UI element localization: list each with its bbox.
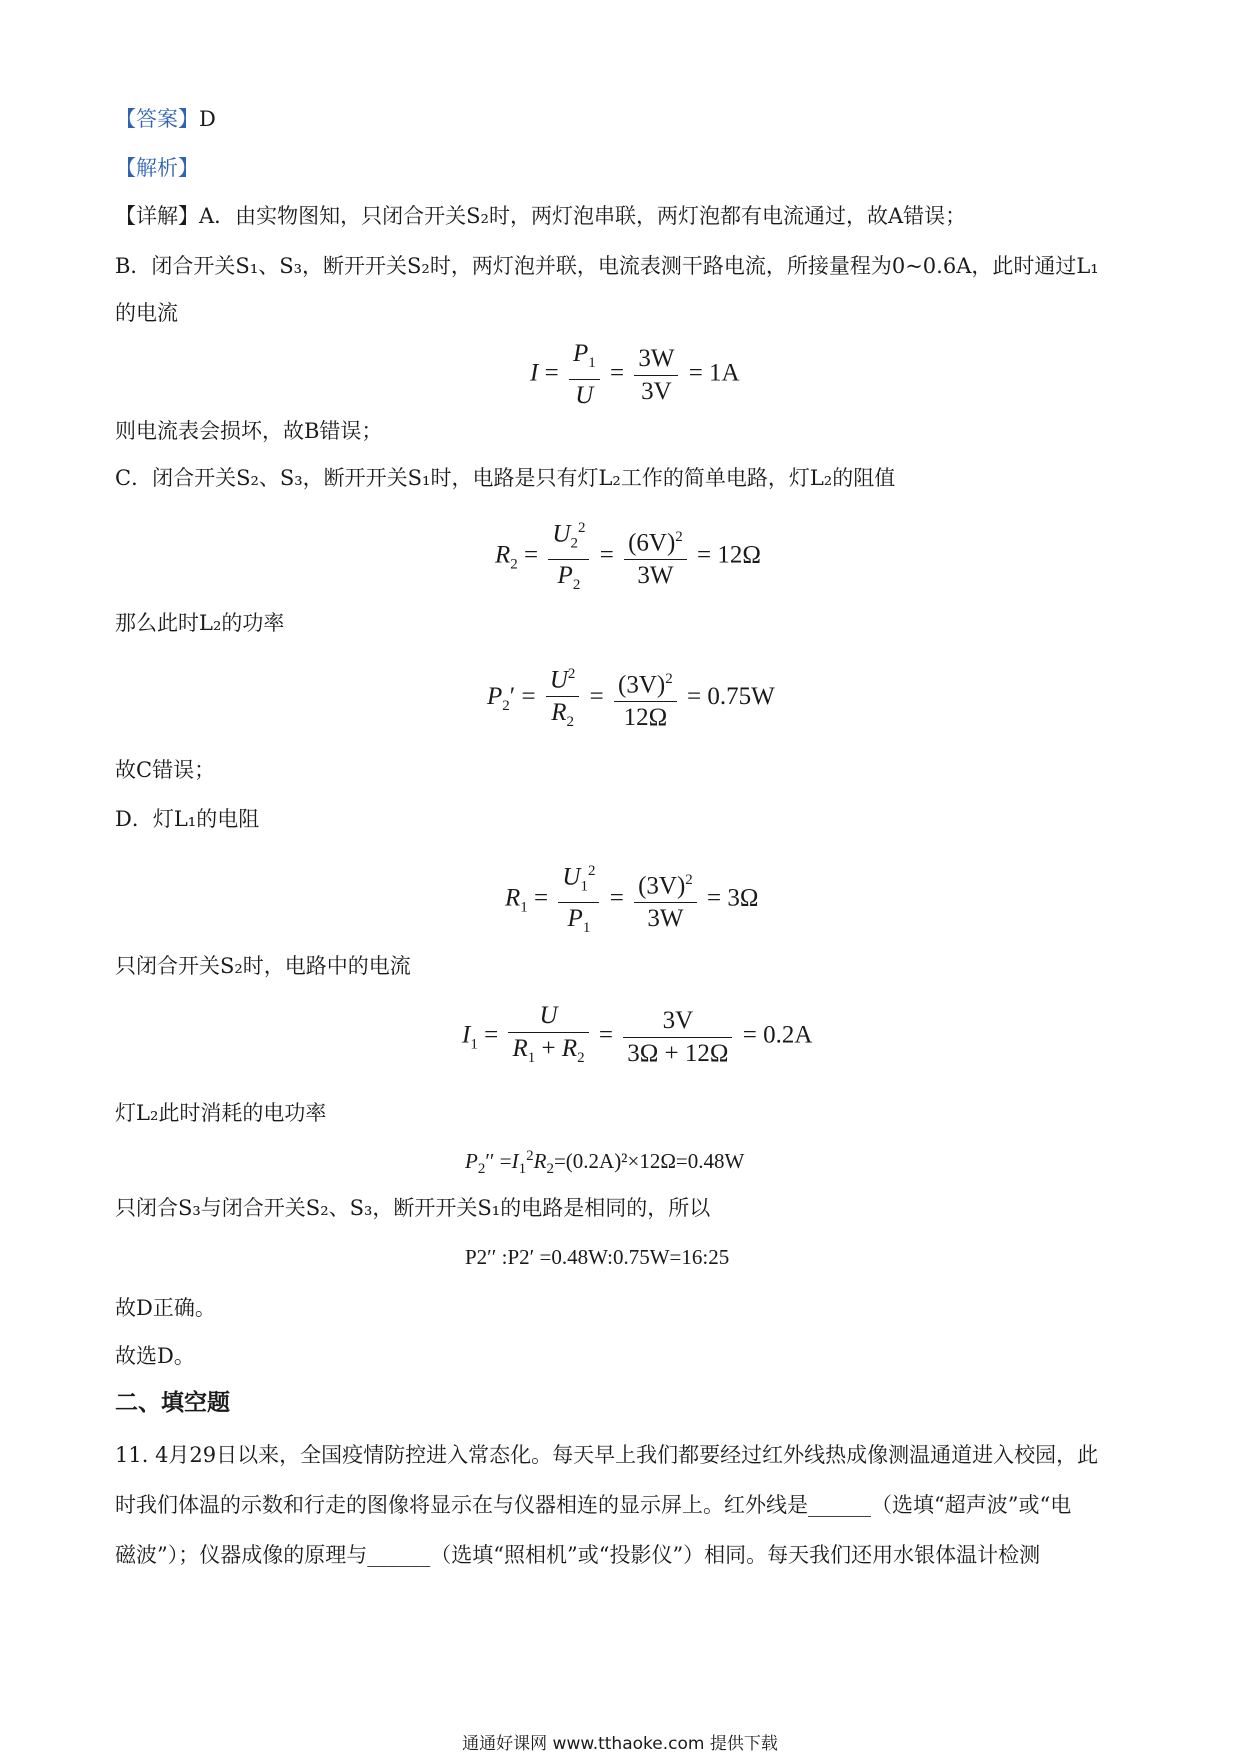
- detail-line-a: 【详解】A．由实物图知，只闭合开关S₂时，两灯泡串联，两灯泡都有电流通过，故A错误；: [115, 204, 967, 228]
- equation-power-l2: $P_2'$ = $\frac{U^2}{R_2}$ = $\frac{(3V)^2}{12\Omega}$ = 0.75W: [487, 658, 775, 738]
- equation-power-series: $P_2'' =I_1^2R_2=(0.2A)^2\times 12\Omega=0.48W$: [465, 1148, 745, 1178]
- answer-line: [115, 106, 216, 132]
- equation-resistance-l1: $R_1$ = $\frac{U_1^2}{P_1}$ = $\frac{(3V)^2}{3W}$ = 3Ω: [505, 855, 758, 944]
- eq1-denominator: 3V: [641, 377, 672, 405]
- question-line-3: 磁波”）；仪器成像的原理与______（选填“照相机”或“投影仪”）相同。每天我们还用水银体温计检测: [115, 1543, 1041, 1567]
- detail-line-c: C．闭合开关S₂、S₃，断开开关S₁时，电路是只有灯L₂工作的简单电路，灯L₂的阻值: [115, 466, 896, 490]
- detail-line-d-correct: 故D正确。: [115, 1296, 216, 1320]
- detail-line-d-current: 只闭合开关S₂时，电路中的电流: [115, 954, 411, 978]
- eq4-denominator: 3W: [647, 905, 684, 933]
- eq3-numerator: (3V): [618, 670, 666, 698]
- detail-line-b-end: 则电流表会损坏，故B错误；: [115, 419, 383, 443]
- eq4-numerator: (3V): [638, 872, 686, 900]
- question-line-2: 时我们体温的示数和行走的图像将显示在与仪器相连的显示屏上。红外线是______（选填“超声波”或“电: [115, 1493, 1072, 1517]
- detail-line-d: D．灯L₁的电阻: [115, 807, 260, 831]
- eq5-numerator: 3V: [623, 1005, 732, 1038]
- eq5-result: = 0.2A: [742, 1021, 813, 1049]
- final-choice: 故选D。: [115, 1344, 195, 1368]
- eq2-denominator: 3W: [637, 562, 674, 590]
- equation-resistance-l2: $R_2$ = $\frac{U_2^2}{P_2}$ = $\frac{(6V)^2}{3W}$ = 12Ω: [495, 512, 761, 601]
- eq1-numerator: 3W: [634, 343, 678, 376]
- analysis-tag: 【解析】: [115, 156, 199, 180]
- eq1-result: = 1A: [688, 359, 740, 387]
- detail-line-b-cont: 的电流: [115, 301, 178, 325]
- equation-current-series: $I_1$ = $\frac{U}{R_1 + R_2}$ = $\frac{3V}{3\Omega + 12\Omega}$ = 0.2A: [462, 1000, 812, 1074]
- eq3-denominator: 12Ω: [623, 703, 668, 731]
- detail-line-d-same: 只闭合S₃与闭合开关S₂、S₃，断开开关S₁的电路是相同的，所以: [115, 1196, 711, 1220]
- eq2-numerator: (6V): [628, 529, 676, 557]
- footer-source: 通通好课网 www.tthaoke.com 提供下载: [462, 1734, 778, 1754]
- equation-current-l1: I = $\frac{P_1}{U}$ = $\frac{3W}{3V}$ = 1A: [530, 340, 740, 409]
- question-line-1: 11. 4月29日以来，全国疫情防控进入常态化。每天早上我们都要经过红外线热成像测温通道进入校园，此: [115, 1443, 1099, 1467]
- equation-power-ratio: P2′′ :P2′ =0.48W:0.75W=16:25: [465, 1245, 730, 1269]
- detail-line-b: B．闭合开关S₁、S₃，断开开关S₂时，两灯泡并联，电流表测干路电流，所接量程为0~0.6A，此时通过L₁: [115, 254, 1099, 278]
- eq5-denominator: 3Ω + 12Ω: [627, 1039, 729, 1067]
- eq2-result: = 12Ω: [697, 541, 761, 569]
- section-heading: 二、填空题: [115, 1390, 230, 1416]
- eq4-result: = 3Ω: [707, 884, 759, 912]
- answer-tag: 【答案】: [115, 107, 199, 131]
- detail-line-d-power: 灯L₂此时消耗的电功率: [115, 1101, 327, 1125]
- eq6-rest: =(0.2A)²×12Ω=0.48W: [553, 1149, 745, 1173]
- detail-line-c-end: 故C错误；: [115, 758, 216, 782]
- eq3-result: = 0.75W: [687, 682, 775, 710]
- detail-line-c-power: 那么此时L₂的功率: [115, 611, 285, 635]
- answer-value: D: [199, 107, 216, 131]
